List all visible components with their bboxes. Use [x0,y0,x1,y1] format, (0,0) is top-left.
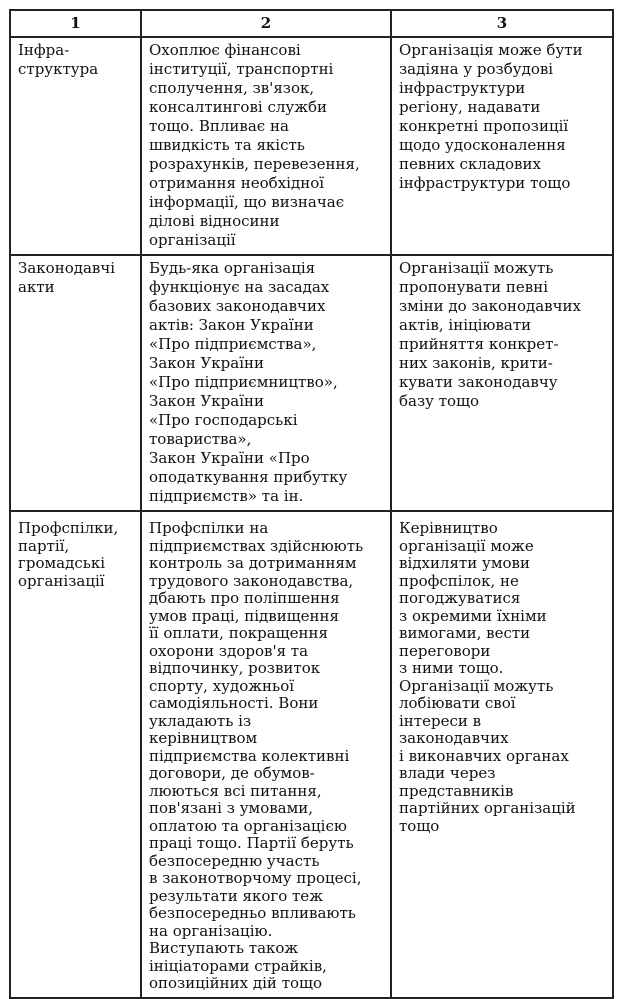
text-line: регіону, надавати [399,98,541,116]
text-line: базових законодавчих [149,297,326,315]
description-cell [141,37,391,255]
text-line: відпочинку, розвиток [149,659,321,677]
text-line: зміни до законодавчих [399,297,581,315]
text-line: самодіяльності. Вони [149,694,319,712]
factor-cell [10,255,141,511]
text-line: організації [149,231,236,249]
text-line: Виступають також [149,939,299,957]
text-line: профспілок, не [399,571,519,590]
text-line: них законів, крити- [399,354,553,372]
text-line: оплатою та організацією [149,816,347,835]
text-line: Організації можуть [399,676,554,695]
text-line: громадські [18,554,106,572]
column-header-3: 3 [391,10,613,37]
response-cell [391,255,613,511]
text-line: трудового законодавства, [149,571,354,590]
text-line: Закон України [149,354,265,372]
text-line: влади через [399,764,496,782]
text-line: укладають із [149,711,252,730]
text-line: її оплати, покращення [149,624,328,642]
text-line: Будь-яка організація [149,259,316,277]
text-line: актів: Закон України [149,316,314,334]
text-line: «Про господарські [149,411,298,429]
text-line: тощо. Впливає на [149,117,289,135]
text-line: безпосередню участь [149,851,320,870]
text-line: підприємствах здійснюють [149,536,364,555]
text-line: спорту, художньої [149,676,295,695]
description-cell [141,511,391,998]
text-line: задіяна у розбудові [399,60,554,78]
text-line: структура [18,60,99,78]
text-line: вимогами, вести [399,624,531,642]
text-line: підприємства колективні [149,746,350,765]
text-line: безпосередньо впливають [149,904,356,922]
text-line: Закон України «Про [149,449,310,467]
text-line: отримання необхідної [149,174,325,192]
text-line: швидкість та якість [149,136,305,154]
text-line: погоджуватися [399,589,521,607]
text-line: результати якого теж [149,886,323,905]
text-line: інфраструктури [399,79,526,97]
text-line: праці тощо. Партії беруть [149,834,354,852]
text-line: партійних організацій [399,799,576,817]
column-header-1: 1 [10,10,141,37]
table-row [10,37,613,255]
factors-table [9,9,614,999]
text-line: інформації, що визначає [149,193,345,211]
text-line: на організацію. [149,921,273,940]
text-line: базу тощо [399,392,480,410]
table-row [10,255,613,511]
text-line: конкретні пропозиції [399,117,569,135]
text-line: з ними тощо. [399,659,504,677]
text-line: Профспілки на [149,519,269,537]
text-line: і виконавчих органах [399,746,569,765]
text-line: пропонувати певні [399,278,549,296]
description-cell [141,255,391,511]
text-line: товариства», [149,430,252,448]
text-line: щодо удосконалення [399,136,566,154]
text-line: тощо [399,816,440,835]
text-line: Профспілки, [18,519,119,537]
text-line: підприємств» та ін. [149,487,304,505]
text-line: акти [18,278,55,296]
text-line: переговори [399,641,491,660]
table-row [10,511,613,998]
text-line: представників [399,781,514,800]
text-line: інтереси в [399,711,482,730]
text-line: керівництвом [149,729,258,747]
text-line: Охоплює фінансові [149,41,301,59]
text-line: актів, ініціювати [399,316,532,334]
text-line: договори, де обумов- [149,764,315,782]
factor-cell [10,37,141,255]
text-line: Законодавчі [18,259,116,277]
text-line: консалтингові служби [149,98,328,116]
text-line: Керівництво [399,519,498,537]
text-line: люються всі питання, [149,781,322,800]
text-line: дбають про поліпшення [149,589,340,607]
text-line: ініціаторами страйків, [149,956,327,975]
text-line: охорони здоров'я та [149,641,309,660]
text-line: Інфра- [18,41,70,59]
text-line: функціонує на засадах [149,278,330,296]
text-line: партії, [18,536,70,555]
text-line: в законотворчому процесі, [149,869,362,887]
text-line: умов праці, підвищення [149,606,340,625]
factor-cell [10,511,141,998]
text-line: сполучення, зв'язок, [149,79,315,97]
response-cell [391,511,613,998]
text-line: законодавчих [399,729,509,747]
text-line: організації може [399,536,534,555]
text-line: Організація може бути [399,41,583,59]
text-line: ділові відносини [149,212,280,230]
text-line: оподаткування прибутку [149,468,348,486]
text-line: інституції, транспортні [149,60,334,78]
text-line: організації [18,571,105,590]
text-line: розрахунків, перевезення, [149,155,360,173]
text-line: з окремими їхніми [399,606,547,625]
text-line: контроль за дотриманням [149,554,357,572]
text-line: Організації можуть [399,259,554,277]
text-line: «Про підприємництво», [149,373,338,391]
response-cell [391,37,613,255]
text-line: інфраструктури тощо [399,174,571,192]
text-line: «Про підприємства», [149,335,317,353]
text-line: певних складових [399,155,541,173]
column-header-2: 2 [141,10,391,37]
text-line: опозиційних дій тощо [149,974,323,992]
table-header-row [10,10,613,37]
text-line: відхиляти умови [399,554,530,572]
text-line: прийняття конкрет- [399,335,559,353]
text-line: кувати законодавчу [399,373,558,391]
text-line: пов'язані з умовами, [149,799,314,817]
text-line: Закон України [149,392,265,410]
text-line: лобіювати свої [399,694,516,712]
